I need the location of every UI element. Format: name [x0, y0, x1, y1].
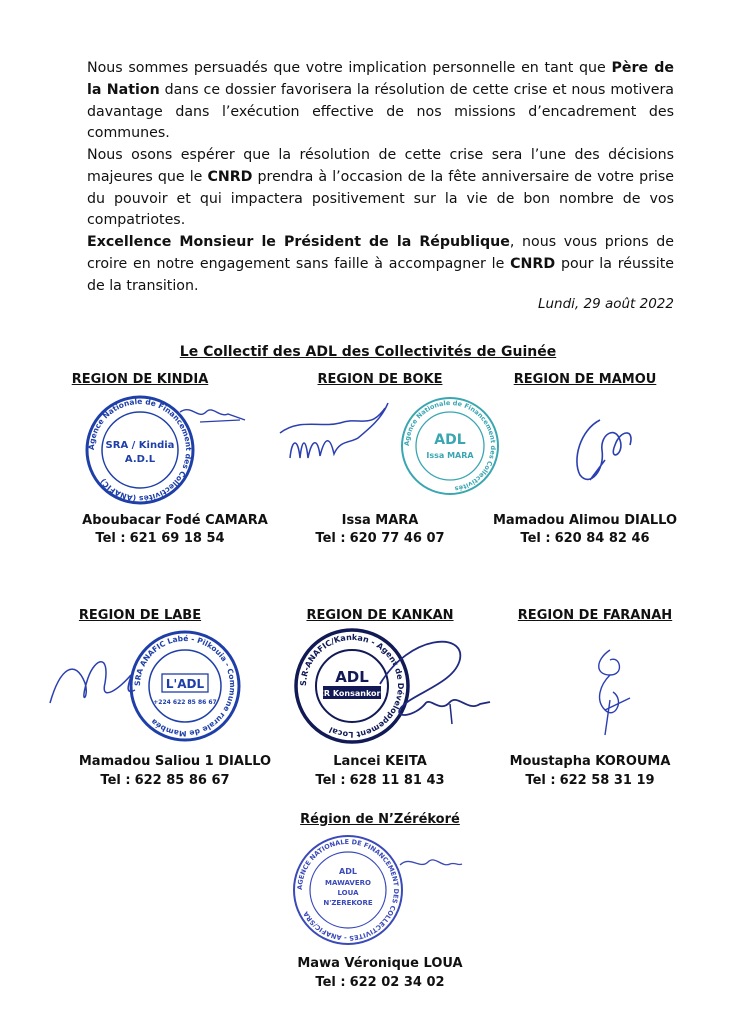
region-nzerekore: Région de N’Zérékoré [300, 812, 460, 827]
p1-bold-pere-nation: Père de la Nation [87, 60, 675, 98]
labe-stamp-center2: +224 622 85 86 67 [153, 699, 217, 706]
tel-label: Tel : [520, 531, 551, 546]
p2-bold-cnrd: CNRD [207, 168, 253, 185]
p2-text-c: prendra à l’occasion de la fête anniversaire de votre prise du pouvoir et qui impactera positivement sur la vie de bon nombre de vos compatriotes. [87, 168, 674, 229]
paragraph-implication [87, 58, 674, 145]
region-kindia: REGION DE KINDIA [71, 372, 209, 387]
nzerekore-stamp-signature [290, 830, 470, 950]
tel-kindia [80, 531, 240, 546]
p3-bold-cnrd: CNRD [510, 255, 556, 272]
tel-boke [300, 531, 460, 546]
nzerekore-stamp-center3: LOUA [337, 889, 359, 897]
name-boke: Issa MARA [341, 513, 419, 528]
tel-number: 622 85 86 67 [134, 773, 230, 788]
tel-mamou [505, 531, 665, 546]
nzerekore-stamp-ring-text: AGENCE NATIONALE DE FINANCEMENT DES COLLECTIVITES - ANAFIC/SRA [295, 837, 401, 943]
tel-label: Tel : [525, 773, 556, 788]
boke-stamp-center1: ADL [434, 432, 466, 448]
kankan-stamp-signature [290, 624, 500, 748]
kindia-stamp-signature [80, 390, 260, 510]
p1-text-a: Nous sommes persuadés que votre implication personnelle en tant que [87, 60, 612, 76]
region-boke: REGION DE BOKE [317, 372, 443, 387]
boke-stamp-ring-text: Agence Nationale de Financement des Collectivités [402, 398, 498, 493]
tel-labe [70, 773, 260, 788]
paragraph-resolution [87, 145, 674, 232]
tel-number: 628 11 81 43 [349, 773, 445, 788]
region-mamou: REGION DE MAMOU [513, 372, 657, 387]
tel-number: 620 84 82 46 [554, 531, 650, 546]
tel-nzerekore [290, 975, 470, 990]
labe-stamp-ring-text: SRA ANAFIC Labé - Pilkouia - Commune rurale de Mambéa [132, 633, 238, 739]
p3-text-b: , nous vous prions de croire en notre engagement sans faille à accompagner le [87, 234, 674, 272]
tel-kankan [290, 773, 470, 788]
boke-stamp-center2: Issa MARA [426, 451, 474, 460]
p2-text-a: Nous osons espérer que la résolution de cette crise sera l’une des décisions majeures que le [87, 147, 674, 185]
paragraph-excellence [87, 232, 674, 297]
kindia-stamp-ring-text: Agence Nationale de Financement des Collectivités (ANAFIC) [86, 396, 194, 504]
tel-label: Tel : [100, 773, 131, 788]
p1-text-c: dans ce dossier favorisera la résolution de cette crise et nous motivera davantage dans l’exécution effective de nos missions d’encadrement des communes. [87, 81, 674, 142]
boke-stamp-signature [270, 388, 510, 508]
nzerekore-stamp-center2: MAWAVERO [325, 879, 371, 887]
name-kindia: Aboubacar Fodé CAMARA [82, 513, 268, 528]
kankan-stamp-center1: ADL [335, 668, 369, 686]
letter-date: Lundi, 29 août 2022 [537, 296, 674, 312]
labe-stamp-center1: L'ADL [165, 677, 205, 691]
kankan-stamp-ring-text: S.R-ANAFIC/Kankan - Agent de Développement Local [298, 632, 406, 740]
tel-number: 620 77 46 07 [349, 531, 445, 546]
tel-label: Tel : [95, 531, 126, 546]
tel-number: 622 58 31 19 [559, 773, 655, 788]
region-kankan: REGION DE KANKAN [306, 608, 454, 623]
mamou-signature [560, 400, 650, 500]
tel-label: Tel : [315, 531, 346, 546]
kindia-stamp-center2: A.D.L [124, 454, 156, 465]
name-nzerekore: Mawa Véronique LOUA [297, 956, 463, 971]
nzerekore-stamp-center4: N'ZEREKORE [323, 899, 373, 907]
region-labe: REGION DE LABE [78, 608, 202, 623]
tel-label: Tel : [315, 975, 346, 990]
region-faranah: REGION DE FARANAH [517, 608, 673, 623]
labe-stamp-signature [40, 628, 250, 748]
name-faranah: Moustapha KOROUMA [509, 754, 671, 769]
tel-number: 622 02 34 02 [349, 975, 445, 990]
tel-label: Tel : [315, 773, 346, 788]
tel-number: 621 69 18 54 [129, 531, 225, 546]
collective-title: Le Collectif des ADL des Collectivités de Guinée [179, 344, 557, 360]
faranah-signature [575, 640, 645, 740]
p3-bold-excellence: Excellence Monsieur le Président de la République [87, 234, 510, 250]
nzerekore-stamp-center1: ADL [339, 867, 357, 876]
name-kankan: Lancei KEITA [333, 754, 427, 769]
kankan-stamp-center2: CR Konsankoro [318, 689, 386, 698]
name-labe: Mamadou Saliou 1 DIALLO [78, 754, 272, 769]
tel-faranah [490, 773, 690, 788]
name-mamou: Mamadou Alimou DIALLO [492, 513, 678, 528]
kindia-stamp-center1: SRA / Kindia [105, 440, 175, 451]
p3-text-d: pour la réussite de la transition. [87, 255, 674, 294]
